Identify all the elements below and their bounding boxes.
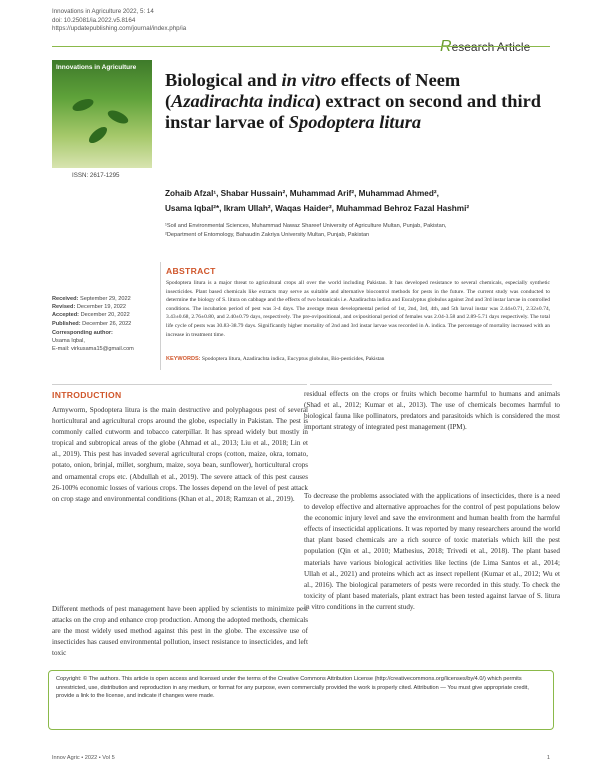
title-text: ) extract on second and third instar larvae of bbox=[165, 91, 542, 132]
date-value: December 19, 2022 bbox=[76, 304, 127, 311]
keywords-label: KEYWORDS: bbox=[166, 356, 201, 362]
date-label: Revised: bbox=[52, 304, 76, 311]
section-rule bbox=[310, 384, 552, 385]
title-text: Biological and bbox=[165, 70, 282, 90]
journal-doi[interactable]: doi: 10.25081/ia.2022.v5.8164 bbox=[52, 16, 136, 24]
corresponding-email[interactable]: E-mail: virkusama15@gmail.com bbox=[52, 346, 134, 353]
leaf-shape bbox=[106, 108, 130, 126]
date-revised bbox=[52, 303, 131, 311]
journal-name: Innovations in Agriculture 2022, 5: 14 bbox=[52, 8, 154, 15]
title-italic: in vitro bbox=[281, 70, 337, 90]
page-footer bbox=[52, 755, 550, 761]
article-dates bbox=[52, 295, 131, 328]
date-received bbox=[52, 295, 131, 303]
header-rule bbox=[52, 46, 550, 47]
title-italic: Azadirachta indica bbox=[171, 91, 315, 111]
affiliations bbox=[165, 222, 555, 240]
author-line: Usama Iqbal²*, Ikram Ullah², Waqas Haider², Muhammad Behroz Fazal Hashmi² bbox=[165, 204, 470, 213]
affiliation: ²Department of Entomology, Bahaudin Zakriya University Multan, Punjab, Pakistan bbox=[165, 232, 370, 238]
intro-paragraph: To decrease the problems associated with the applications of insecticides, there is a need to develop effective and alternative approaches for the control of pest populations below the economic injury level and save the environment and human health from the harmful effects of insecticidal applications. It was reported by many researchers around the world that plant based chemicals are a rich source of toxic materials which kill the pest population (Qin et al., 2010; Mathesius, 2018; Trivedi et al., 2018). The plant based materials have various biological activities like lectins (de Lima Santos et al., 2014; Ullah et al., 2021) and proteins which act as insect repellent (Kumar et al., 2012; Wu et al., 2016). The biological parameters of pests were recorded in this study. To check the toxicity of plant based materials, plant extract has been tested against larvae of S. litura in vitro conditions in the current study. bbox=[304, 492, 560, 611]
section-heading-introduction: INTRODUCTION bbox=[52, 384, 307, 400]
article-type-initial: R bbox=[440, 38, 452, 55]
keywords-list: Spodoptera litura, Azadirachta indica, Eucyptus globulus, Bio-pesticides, Pakistan bbox=[201, 356, 385, 362]
title-text: effects of Neem ( bbox=[165, 70, 461, 111]
footer-journal: Innov Agric • 2022 • Vol 5 bbox=[52, 755, 115, 761]
date-published bbox=[52, 320, 131, 328]
date-label: Received: bbox=[52, 296, 79, 302]
journal-info bbox=[52, 8, 186, 34]
journal-url[interactable]: https://updatepublishing.com/journal/index.php/ia bbox=[52, 25, 187, 32]
intro-paragraph: Different methods of pest management have been applied by scientists to minimize pest attacks on the crop and enhance crop production. Among the adopted methods, chemicals are the most widely used method against this pest in the globe. The excessive use of insecticides has caused environmental pollution, insect resistance to insecticides, and left toxic bbox=[52, 605, 308, 658]
leaf-shape bbox=[71, 97, 95, 114]
author-line: Zohaib Afzal¹, Shabar Hussain², Muhammad Arif², Muhammad Ahmed², bbox=[165, 189, 439, 198]
author-list bbox=[165, 186, 555, 216]
journal-cover-image bbox=[52, 60, 152, 168]
intro-paragraph: residual effects on the crops or fruits which become harmful to humans and animals (Shad et al., 2012; Kumar et al., 2013). The use of chemicals becomes harmful to biological fauna like pollinators, predators and parasitoids which is considered the most important strategy of integrated pest management (IPM). bbox=[304, 390, 560, 432]
keywords bbox=[166, 356, 550, 362]
date-label: Accepted: bbox=[52, 312, 80, 319]
corresponding-label: Corresponding author: bbox=[52, 330, 113, 336]
copyright-text: Copyright: © The authors. This article is open access and licensed under the terms of the Creative Commons Attribution License (http://creativecommons.org/licenses/by/4.0/) which permits unrestricted, use, distribution and reproduction in any medium, or format for any purpose, even commercially provided the work is properly cited. Attribution — You must give appropriate credit, provide a link to the license, and indicate if changes were made. bbox=[56, 676, 529, 700]
leaf-shape bbox=[86, 124, 109, 146]
article-title bbox=[165, 70, 550, 133]
date-accepted bbox=[52, 311, 131, 319]
date-value: September 29, 2022 bbox=[80, 296, 131, 302]
corresponding-author bbox=[52, 329, 152, 354]
cover-title: Innovations in Agriculture bbox=[56, 64, 137, 71]
date-label: Published: bbox=[52, 320, 81, 327]
issn: ISSN: 2617-1295 bbox=[72, 172, 120, 179]
intro-paragraph: Armyworm, Spodoptera litura is the main destructive and polyphagous pest of several horticultural and agricultural crops around the globe, especially in Pakistan. The pest is commonly called cutworm and tobacco caterpillar. It has spread widely but mostly in tropical and subtropical areas of the globe (Ahmad et al., 2013; Liu et al., 2018; Lin et al., 2019). This pest has invaded several agricultural crops (cotton, maize, okra, tomato, potato, onion, brinjal, millet, sorghum, maize, soya bean, sunflower), horticultural crops and ornamental crops etc. (Abdullah et al., 2019). The severe attack of this pest causes 26-100% economic losses of various crops. The losses depend on the level of pest attack on crop stage and environmental conditions (Khan et al., 2018; Ramzan et al., 2019). bbox=[52, 406, 308, 503]
article-type bbox=[440, 38, 530, 56]
title-italic: Spodoptera litura bbox=[288, 112, 422, 132]
abstract-text: Spodoptera litura is a major threat to agricultural crops all over the world including Pakistan. It has developed resistance to several chemicals, especially synthetic insecticides. Plant based chemicals like extracts may serve as suitable and alternative biocontrol methods for pests in the future. The current study was conducted to determine the biology of S. litura on cabbage and the effects of two botanicals i.e. Azadirachta indica and Eucalyptus globulus against 2nd and 3rd instar larvae in controlled conditions. The incubation period of pest was 3-4 days. The average mean developmental period of 1st, 2nd, 3rd, 4th, and 5th larval instar was 2.44±0.71, 2.32±0.74, 3.43±0.68, 2.76±0.80, and 2.40±0.79 days, respectively. The pre-ovipositional, and ovipositional period of females was 2.04-3.58 and 2.89-5.71 days respectively. The total life cycle of pests was 30.83-38.79 days. Significantly higher mortality of 2nd and 3rd instar larvae was recorded in A. indica. The percentage of mortality increased with an increase in treatment time. bbox=[166, 280, 550, 338]
date-value: December 20, 2022 bbox=[80, 312, 130, 319]
affiliation: ¹Soil and Environmental Sciences, Muhammad Nawaz Shareef University of Agriculture Multan, Punjab, Pakistan, bbox=[165, 223, 447, 229]
article-type-label: esearch Article bbox=[451, 40, 531, 54]
page-number: 1 bbox=[546, 755, 550, 761]
date-value: December 26, 2022 bbox=[82, 320, 132, 327]
abstract-heading: ABSTRACT bbox=[166, 266, 216, 276]
corresponding-name: Usama Iqbal, bbox=[52, 338, 85, 345]
